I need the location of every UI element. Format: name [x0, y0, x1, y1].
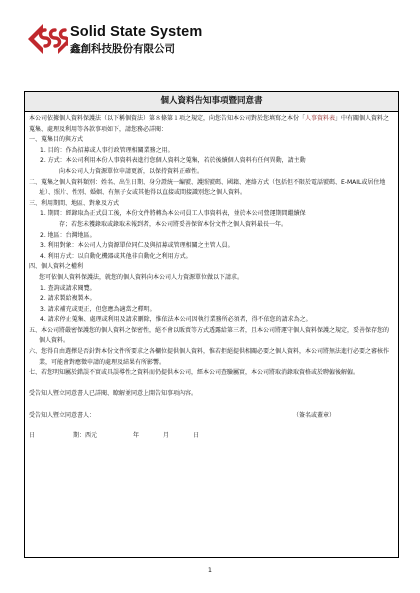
date-label-qi: 期：西元 — [73, 432, 98, 440]
section-heading: 二、蒐集之個人資料類別：姓名、出生日期、身分證統一編號、護照號碼、國籍、連絡方式（包括但不限於電話號碼、E-MAIL或居住地址）、照片、性別、婚姻、有無子女或其他得以直接或間接識別您之個人資料。 — [29, 178, 386, 197]
list-item: 4. 利用方式：以自動化機器或其他非自動化之利用方式。 — [40, 252, 192, 260]
signer-label: 受告知人暨立同意書人： — [29, 411, 96, 419]
form-body — [25, 112, 398, 442]
list-item: 4. 請求停止蒐集、處理或利用及請求刪除，惟依法本公司因執行業務所必須者，得不依您的請求為之。 — [40, 316, 312, 324]
intro-text-a: 本公司依據個人資料保護法（以下稱個資法）第８條第１項之規定，向您告知本公司對於您填寫之本份「 — [29, 115, 306, 122]
list-item: 2. 請求製給複製本。 — [40, 295, 96, 303]
brand-name-english: Solid State System — [70, 24, 203, 40]
section-heading: 四、個人資料之權利 — [29, 263, 84, 271]
section-subtext: 您可依個人資料保護法，就您的個人資料向本公司人力資源單位做以下請求。 — [39, 273, 244, 281]
section-heading: 五、本公司將嚴密保護您的個人資料之保密性，絕不會以販賣等方式透露給第三者，且本公司將運守個人資料保護之規定，妥善保存您的個人資料。 — [29, 326, 390, 345]
date-label-ri: 日 — [29, 432, 36, 440]
list-item: 1. 查詢或請求閱覽。 — [40, 284, 96, 292]
form-title: 個人資料告知事項暨同意書 — [25, 92, 398, 112]
day-label: 日 — [193, 432, 200, 440]
section-heading: 三、利用期間、地區、對象及方式 — [29, 199, 120, 207]
list-item: 1. 期間：經錄取為正式員工後，本份文件將轉為本公司員工人事資料表，並於本公司營運期間繼續保 存；若您未獲錄取或錄取未報到者，本公司將妥善保留本份文件之個人資料最長一年。 — [40, 210, 306, 228]
list-item: 3. 利用對象：本公司人力資源單位同仁及與招募或管理相關之主管人員。 — [40, 242, 234, 250]
month-label: 月 — [163, 432, 170, 440]
list-item: 2. 地區：台灣地區。 — [40, 231, 96, 239]
page-number: 1 — [207, 566, 213, 574]
date-row — [29, 431, 394, 442]
list-item: 3. 請求補充或更正，但您應為適當之釋明。 — [40, 305, 156, 313]
consent-form — [24, 91, 399, 558]
signature-hint: （簽名或蓋章） — [293, 411, 336, 419]
year-label: 年 — [133, 432, 140, 440]
section-heading: 一、蒐集目的與方式 — [29, 136, 84, 144]
closing-statement: 受告知人暨立同意書人已詳閱、瞭解並同意上開告知事項內容。 — [29, 390, 198, 398]
section-heading: 六、您得自由選擇是否針對本份文件所要求之各欄位提供個人資料，惟若拒絕提供相關必要之個人資料，本公司將無法進行必要之審核作業，可能會對應徵申請的處理及結果有所影響。 — [29, 348, 390, 366]
brand-name-chinese: 鑫創科技股份有限公司 — [70, 43, 175, 55]
intro-text-b: 」中有關個人資料之蒐集、處理及利用等各款事項如下，請您務必詳閱： — [29, 115, 390, 133]
list-item: 2. 方式：本公司利用本份人事資料表進行您個人資料之蒐集，若於後續個人資料有任何異動，請主動 向本公司人力資源單位申請更新，以保持資料正確性。 — [40, 157, 306, 175]
section-heading: 七、若您明知屬於錯誤不實或具誤導性之資料而仍提供本公司，經本公司查驗屬實，本公司將取消錄取資格或於聘僱後解僱。 — [29, 369, 360, 377]
intro-highlight: 人事資料表 — [305, 115, 336, 122]
intro-paragraph — [29, 114, 394, 135]
signature-row — [29, 411, 394, 422]
list-item: 1. 目的：作為招募或人事行政管理相關業務之用。 — [40, 146, 174, 154]
sss-logo-icon — [28, 24, 68, 54]
